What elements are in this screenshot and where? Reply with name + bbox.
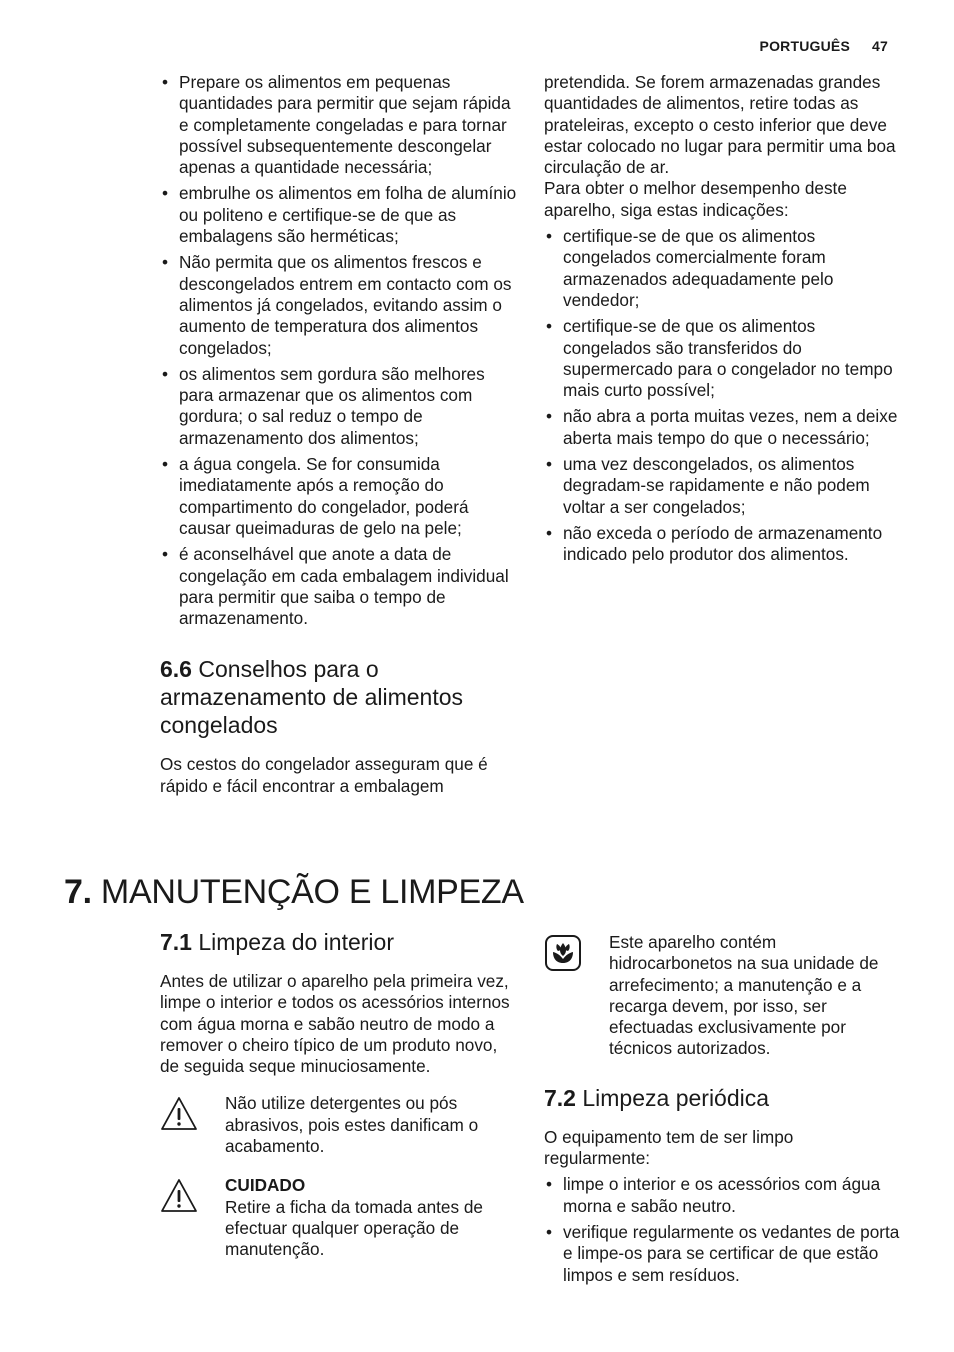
bullet: •: [162, 544, 169, 565]
section-6-6-body: Os cestos do congelador asseguram que é rápido e fácil encontrar a embalagem: [160, 754, 488, 796]
warning-triangle-icon: [160, 1095, 198, 1133]
list-item: • é aconselhável que anote a data de congelação em cada embalagem individual para permitir que saiba o tempo de armazenamento.: [162, 544, 509, 629]
list-item: • Prepare os alimentos em pequenas quantidades para permitir que sejam rápida e completamente congeladas e para tornar possível subsequentemente descongelar apenas a quantidade necessária;: [162, 72, 511, 178]
list-item: • embrulhe os alimentos em folha de alumínio ou politeno e certifique-se de que as embalagens são herméticas;: [162, 183, 517, 247]
chapter-title: 7. MANUTENÇÃO E LIMPEZA: [64, 873, 524, 911]
list-item: • a água congela. Se for consumida imediatamente após a remoção do compartimento do congelador, poderá causar queimaduras de gelo na pele;: [162, 454, 469, 538]
performance-tips-list: [544, 226, 904, 565]
list-item: • certifique-se de que os alimentos congelados são transferidos do supermercado para o congelador no tempo mais curto possível;: [546, 316, 893, 401]
list-item: • limpe o interior e os acessórios com água morna e sabão neutro.: [546, 1174, 881, 1216]
bullet: •: [546, 454, 553, 475]
list-item: • certifique-se de que os alimentos congelados comercialmente foram armazenados adequadamente pelo vendedor;: [546, 226, 834, 310]
freezing-tips-list: [160, 72, 520, 629]
bullet: •: [162, 183, 169, 204]
bullet: •: [162, 454, 169, 475]
bottom-left-column: [160, 928, 520, 1261]
bullet: •: [162, 72, 169, 92]
plant-leaf-icon: [544, 934, 582, 972]
top-right-column: [544, 72, 904, 571]
environment-note: [544, 932, 904, 1060]
section-6-6-heading: 6.6 Conselhos para o armazenamento de alimentos congelados: [160, 656, 463, 739]
cleaning-list: [544, 1174, 904, 1285]
list-item: • verifique regularmente os vedantes de porta e limpe-os para se certificar de que estão limpos e sem resíduos.: [546, 1221, 900, 1285]
performance-intro: Para obter o melhor desempenho deste aparelho, siga estas indicações:: [544, 178, 847, 220]
top-left-column: [160, 72, 520, 797]
section-7-2-heading: 7.2 Limpeza periódica: [544, 1084, 770, 1111]
list-item: • não exceda o período de armazenamento indicado pelo produtor dos alimentos.: [546, 522, 883, 565]
list-item: • não abra a porta muitas vezes, nem a deixe aberta mais tempo do que o necessário;: [546, 406, 898, 448]
caution-note: [160, 1175, 520, 1260]
header-language: PORTUGUÊS: [759, 38, 851, 54]
bullet: •: [546, 316, 553, 337]
bullet: •: [546, 406, 553, 427]
bullet: •: [162, 252, 169, 273]
bottom-right-column: [544, 928, 904, 1291]
warning-note: [160, 1093, 520, 1157]
bullet: •: [546, 522, 553, 543]
environment-text: Este aparelho contém hidrocarbonetos na sua unidade de arrefecimento; a manutenção e a recarga devem, por isso, ser efectuadas exclusivamente por técnicos autorizados.: [609, 932, 879, 1059]
section-7-1-body: Antes de utilizar o aparelho pela primeira vez, limpe o interior e todos os acessórios internos com água morna e sabão neutro de modo a remover o cheiro típico de um produto novo, de seguida seque minuciosamente.: [160, 971, 510, 1077]
section-7-2-intro: O equipamento tem de ser limpo regularmente:: [544, 1126, 794, 1169]
list-item: • Não permita que os alimentos frescos e descongelados entrem em contacto com os alimentos já congelados, evitando assim o aumento de temperatura dos alimentos congelados;: [162, 252, 512, 358]
warning-triangle-icon: [160, 1177, 198, 1215]
page-number: 47: [872, 38, 888, 54]
list-item: • os alimentos sem gordura são melhores para armazenar que os alimentos com gordura; o sal reduz o tempo de armazenamento dos alimentos;: [162, 363, 485, 448]
warning-text: Não utilize detergentes ou pós abrasivos, pois estes danificam o acabamento.: [225, 1093, 479, 1157]
section-7-1-heading: 7.1 Limpeza do interior: [160, 929, 394, 955]
caution-label: CUIDADO: [225, 1175, 306, 1196]
bullet: •: [546, 1221, 553, 1242]
continuation-paragraph: pretendida. Se forem armazenadas grandes quantidades de alimentos, retire todas as prateleiras, excepto o cesto inferior que deve estar colocado no lugar para permitir uma boa circulação de ar.: [544, 72, 896, 178]
bullet: •: [162, 363, 169, 384]
list-item: • uma vez descongelados, os alimentos degradam-se rapidamente e não podem voltar a ser congelados;: [546, 454, 870, 517]
bullet: •: [546, 1174, 553, 1195]
bullet: •: [546, 226, 553, 247]
page-header: [760, 38, 888, 54]
caution-text: Retire a ficha da tomada antes de efectuar qualquer operação de manutenção.: [225, 1196, 483, 1260]
